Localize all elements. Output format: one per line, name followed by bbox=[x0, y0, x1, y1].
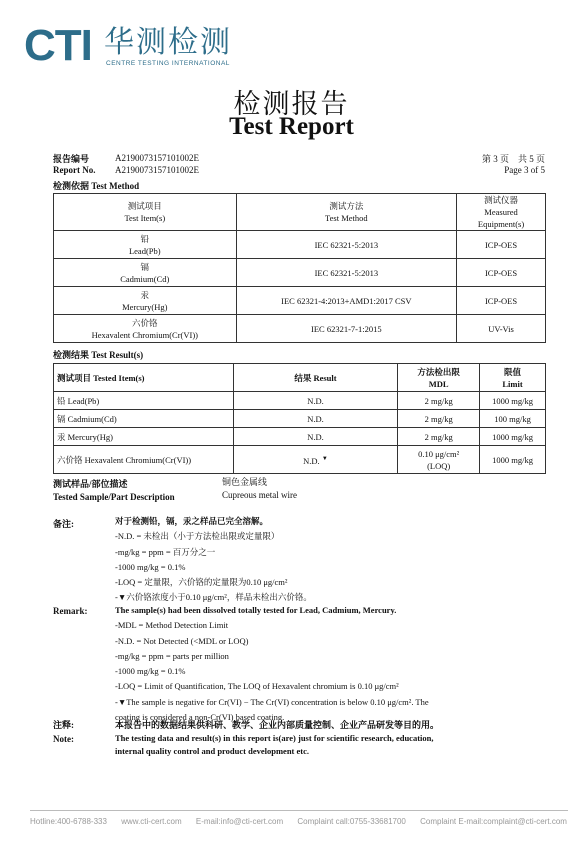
sample-value-en: Cupreous metal wire bbox=[222, 490, 297, 500]
footer-email[interactable]: E-mail:info@cti-cert.com bbox=[195, 817, 284, 826]
method-table bbox=[53, 193, 546, 343]
report-no-label-cn: 报告编号 bbox=[53, 154, 90, 164]
table-row: 汞 Mercury(Hg) IEC 62321-4:2013+AMD1:2017 CSV ICP-OES bbox=[54, 287, 546, 315]
title-chinese: 检测报告 bbox=[233, 89, 350, 120]
logo-brand: CTI bbox=[24, 21, 92, 70]
table-row: 铅 Lead(Pb) IEC 62321-5:2013 ICP-OES bbox=[54, 231, 546, 259]
footer-complaint-email[interactable]: Complaint E-mail:complaint@cti-cert.com bbox=[420, 817, 567, 826]
table-row: 镉 Cadmium(Cd) N.D. 2 mg/kg 100 mg/kg bbox=[54, 410, 546, 428]
note-text-en-2: internal quality control and product development etc. bbox=[115, 746, 310, 756]
result-table bbox=[53, 363, 546, 474]
sample-label-cn: 测试样品/部位描述 bbox=[53, 479, 128, 489]
remark-cn-label: 备注: bbox=[53, 519, 74, 529]
note-label-en: Note: bbox=[53, 734, 74, 744]
title-english: Test Report bbox=[229, 113, 354, 140]
header-mdl: 方法检出限 MDL bbox=[398, 364, 480, 392]
logo-chinese-name: 华测检测 bbox=[104, 25, 232, 60]
remark-en-label: Remark: bbox=[53, 606, 88, 616]
report-no-label-en: Report No. bbox=[53, 165, 96, 175]
sample-label-en: Tested Sample/Part Description bbox=[53, 492, 175, 502]
footer-divider bbox=[30, 810, 568, 811]
result-section-title: 检测结果 Test Result(s) bbox=[53, 350, 144, 360]
table-row: 铅 Lead(Pb) N.D. 2 mg/kg 1000 mg/kg bbox=[54, 392, 546, 410]
footer-complaint-call: Complaint call:0755-33681700 bbox=[297, 817, 406, 826]
note-text-en-1: The testing data and result(s) in this report is(are) just for scientific research, education, bbox=[115, 733, 434, 743]
note-text-cn: 本报告中的数据结果供科研、教学、企业内部质量控制、企业产品研发等目的用。 bbox=[115, 720, 440, 730]
table-row: 汞 Mercury(Hg) N.D. 2 mg/kg 1000 mg/kg bbox=[54, 428, 546, 446]
header-test-method: 测试方法 Test Method bbox=[236, 194, 456, 231]
remark-en-text: The sample(s) had been dissolved totally tested for Lead, Cadmium, Mercury. -MDL = Method Detection Limit -N.D. = Not Detected (<MDL or LOQ) -mg/kg = ppm = parts per million -1000 mg/kg = 0.1% -LOQ = Limit of Quantification, The LOQ of Hexavalent chromium is 0.10 μg/cm² -▼The sample is negative for Cr(VI) − The Cr(VI) concentration is below 0.10 μg/cm². The coating is considered a non-Cr(VI) based coating. bbox=[115, 605, 429, 723]
page-number-cn: 第 3 页 共 5 页 bbox=[481, 154, 545, 164]
result-table-header bbox=[54, 364, 546, 392]
logo-english-name: CENTRE TESTING INTERNATIONAL bbox=[106, 60, 230, 67]
footer-website[interactable]: www.cti-cert.com bbox=[121, 817, 182, 826]
report-no-value-en: A2190073157101002E bbox=[115, 165, 199, 175]
header-test-item: 测试项目 Test Item(s) bbox=[54, 194, 237, 231]
method-table-header bbox=[54, 194, 546, 231]
footer-hotline: Hotline:400-6788-333 bbox=[30, 817, 107, 826]
header-result: 结果 Result bbox=[233, 364, 398, 392]
remark-cn-text: 对于检测铅，镉，汞之样品已完全溶解。 -N.D. = 未检出（小于方法检出限或定量限） -mg/kg = ppm = 百万分之一 -1000 mg/kg = 0.1% -LOQ = 定量限，六价铬的定量限为0.10 μg/cm² -▼六价铬浓度小于0.10 μg/cm²，样品未检出六价铬。 bbox=[115, 516, 312, 603]
header-equipment: 测试仪器 Measured Equipment(s) bbox=[457, 194, 546, 231]
header-tested-item: 测试项目 Tested Item(s) bbox=[54, 364, 234, 392]
table-row: 镉 Cadmium(Cd) IEC 62321-5:2013 ICP-OES bbox=[54, 259, 546, 287]
note-label-cn: 注释: bbox=[53, 720, 74, 730]
page-number-en: Page 3 of 5 bbox=[504, 165, 545, 175]
sample-value-cn: 铜色金属线 bbox=[222, 477, 268, 487]
table-row: 六价铬 Hexavalent Chromium(Cr(VI)) IEC 62321-7-1:2015 UV-Vis bbox=[54, 315, 546, 343]
method-section-title: 检测依据 Test Method bbox=[53, 181, 140, 191]
negative-marker: ▼ bbox=[321, 455, 328, 462]
report-no-value-cn: A2190073157101002E bbox=[115, 153, 199, 163]
footer bbox=[30, 817, 579, 826]
header-limit: 限值 Limit bbox=[480, 364, 546, 392]
table-row: 六价铬 Hexavalent Chromium(Cr(VI)) N.D. ▼ 0.10 μg/cm² (LOQ) 1000 mg/kg bbox=[54, 446, 546, 474]
